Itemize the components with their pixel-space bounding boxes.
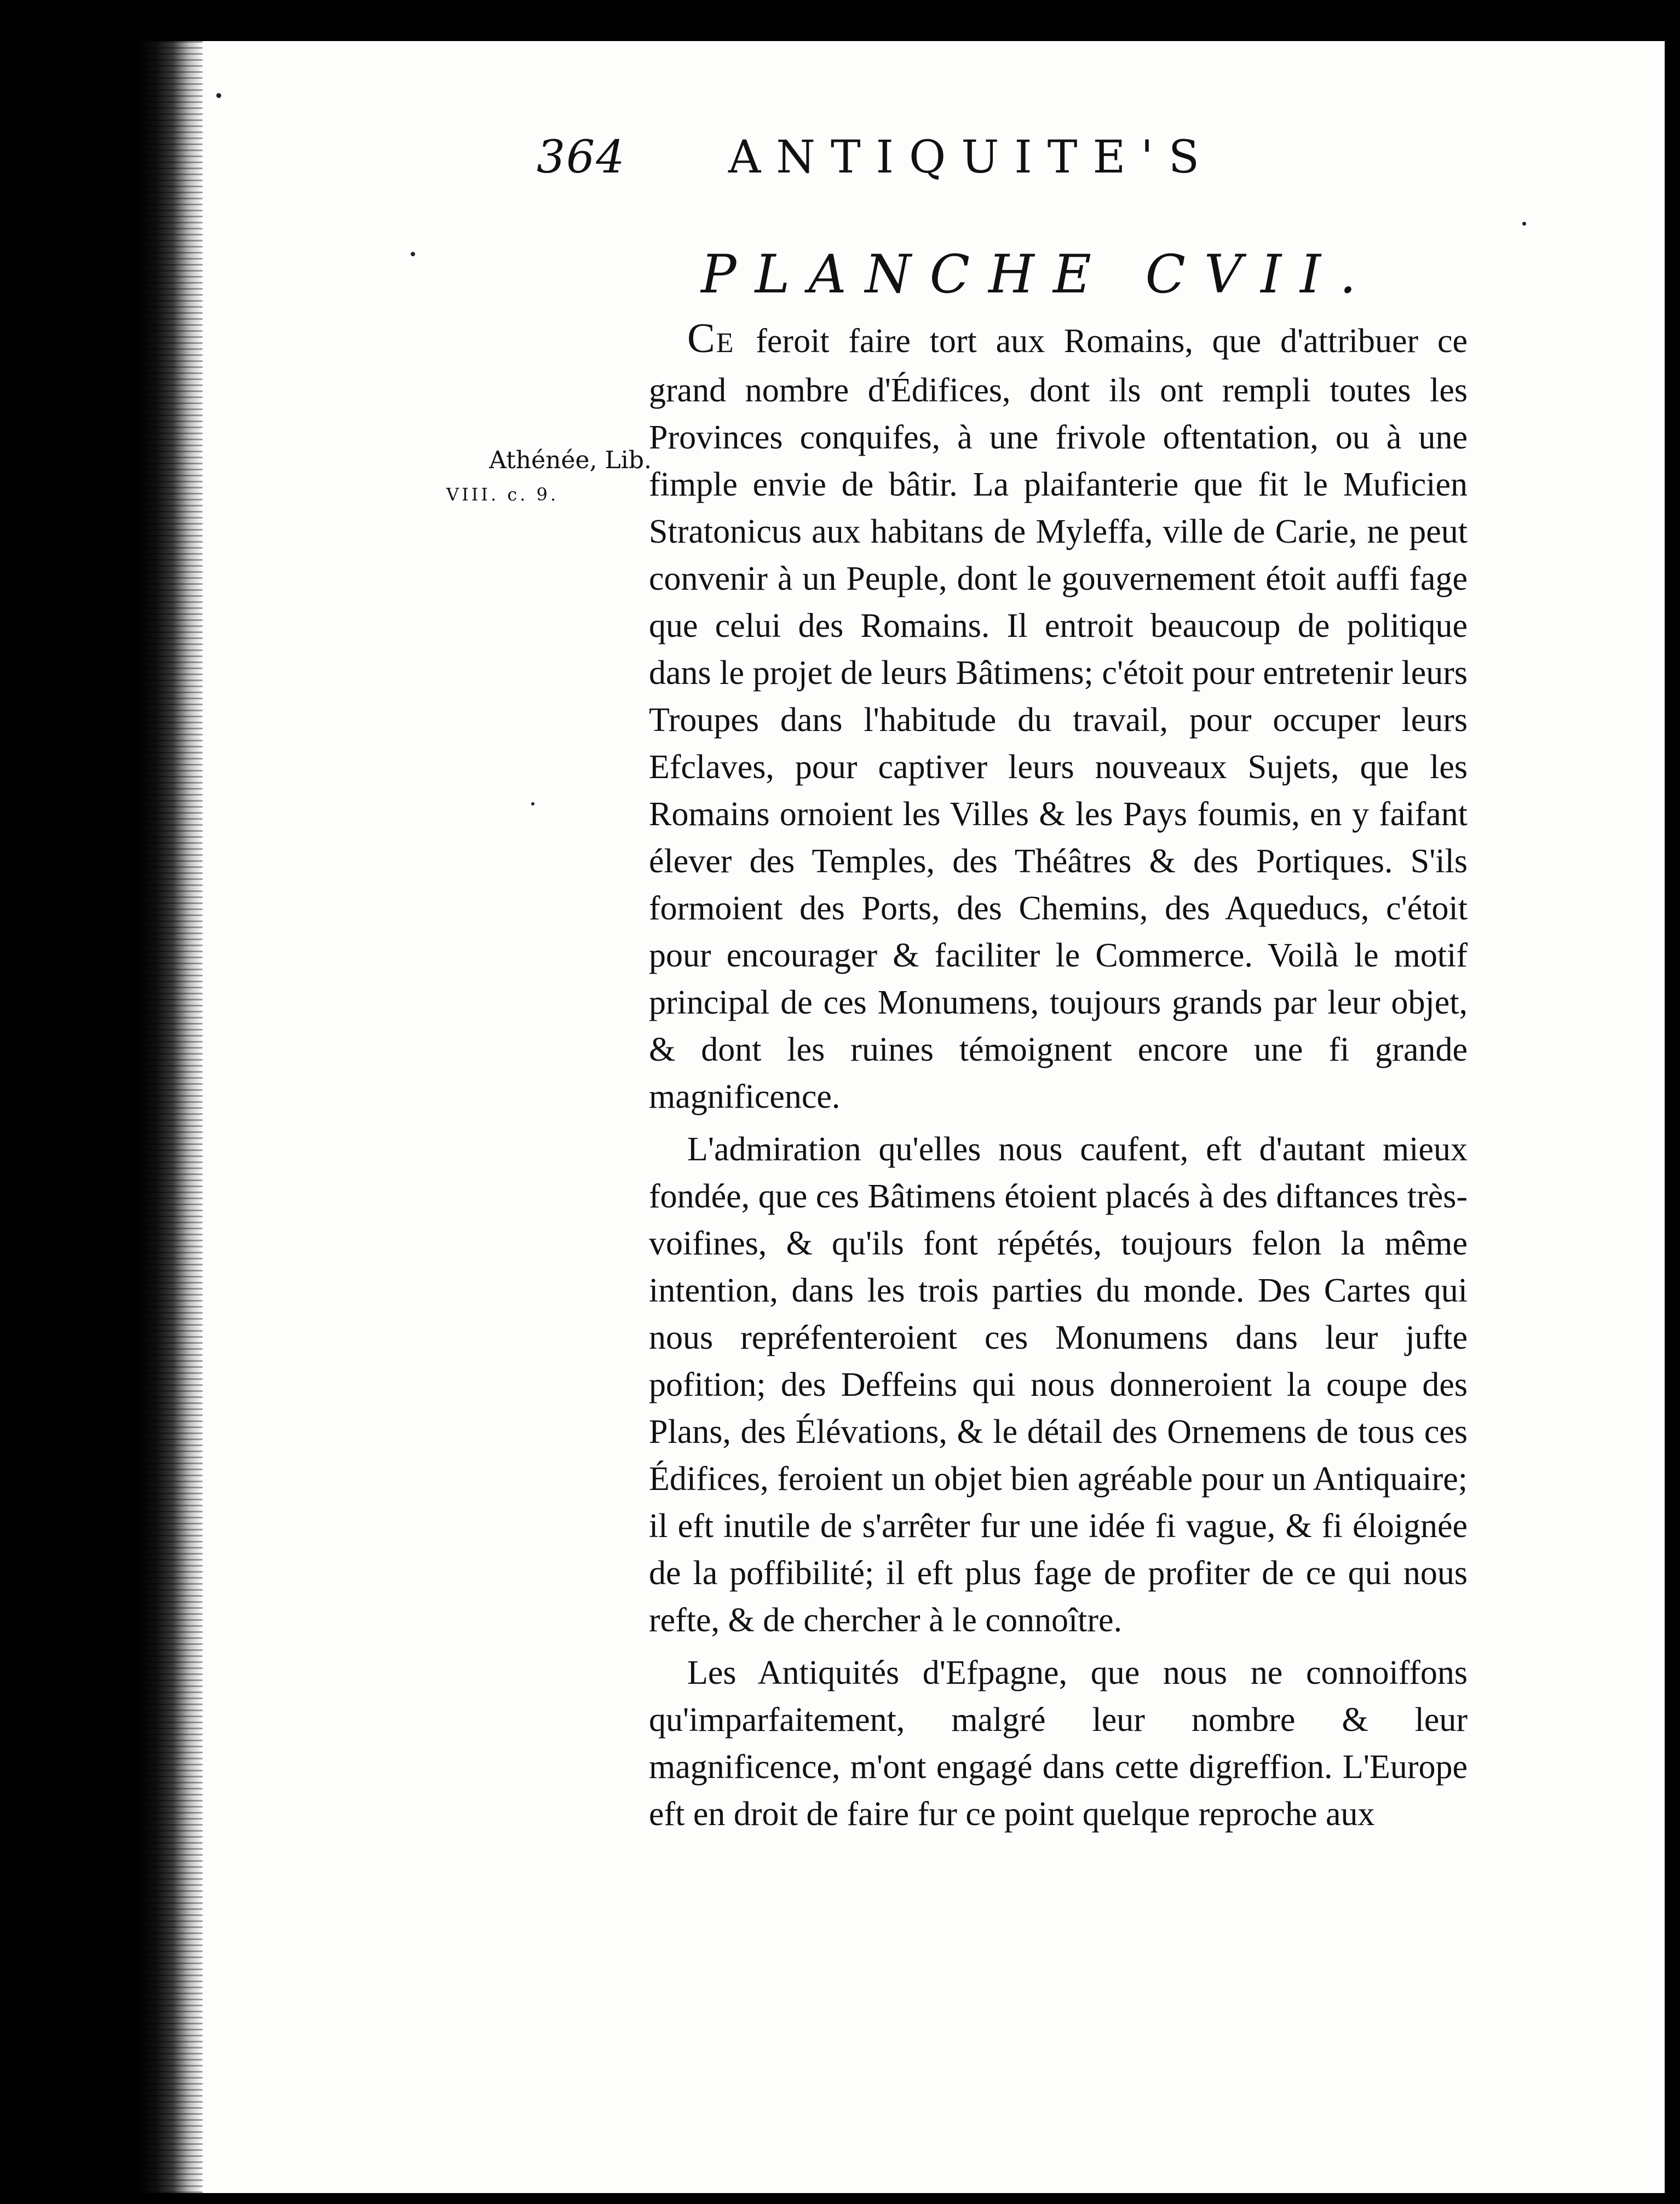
paragraph-1: [649, 315, 1468, 1120]
paragraph-3-text: Les Antiquités d'Efpagne, que nous ne connoiffons qu'imparfaitement, malgré leur nombre & leur magnificence, m'ont engagé dans cette digreffion. L'Europe eft en droit de faire fur ce point quelque reproche aux: [649, 1654, 1468, 1833]
margin-note: [438, 444, 652, 511]
page-number: 364: [537, 131, 626, 183]
small-capital: E: [716, 327, 737, 359]
ink-speck: [531, 802, 534, 805]
margin-note-source: Athénée, Lib.: [489, 446, 652, 474]
paragraph-1-text: feroit faire tort aux Romains, que d'attribuer ce grand nombre d'Édifices, dont ils ont rempli toutes les Provinces conquifes, à une frivole oftentation, ou à une fimple envie de bâtir. La plaifanterie que fit le Muficien Stratonicus aux habitans de Myleffa, ville de Carie, ne peut convenir à un Peuple, dont le gouvernement étoit auffi fage que celui des Romains. Il entroit beaucoup de politique dans le projet de leurs Bâtimens; c'étoit pour entretenir leurs Troupes dans l'habitude du travail, pour occuper leurs Efclaves, pour captiver leurs nouveaux Sujets, que les Romains ornoient les Villes & les Pays foumis, en y faifant élever des Temples, des Théâtres & des Portiques. S'ils formoient des Ports, des Chemins, des Aqueducs, c'étoit pour encourager & faciliter le Commerce. Voilà le motif principal de ces Monumens, toujours grands par leur objet, & dont les ruines témoignent encore une fi grande magnificence.: [649, 323, 1468, 1115]
ink-speck: [1522, 222, 1526, 226]
plate-title: PLANCHE CVII.: [701, 244, 1375, 305]
ink-speck: [411, 252, 415, 256]
paragraph-2-text: L'admiration qu'elles nous caufent, eft d'autant mieux fondée, que ces Bâtimens étoient placés à des diftances très-voifines, & qu'ils font répétés, toujours felon la même intention, dans les trois parties du monde. Des Cartes qui nous repréfenteroient ces Monumens dans leur jufte pofition; des Deffeins qui nous donneroient la coupe des Plans, des Élévations, & le détail des Ornemens de tous ces Édifices, feroient un objet bien agréable pour un Antiquaire; il eft inutile de s'arrêter fur une idée fi vague, & fi éloignée de la poffibilité; il eft plus fage de profiter de ce qui nous refte, & de chercher à le connoître.: [649, 1131, 1468, 1639]
paragraph-3: [649, 1649, 1468, 1838]
binding-shadow: [137, 41, 203, 2193]
paragraph-2: [649, 1126, 1468, 1644]
drop-capital: C: [687, 315, 716, 361]
margin-note-reference: VIII. c. 9.: [446, 484, 559, 505]
page-header: [537, 131, 1358, 214]
running-title: ANTIQUITE'S: [728, 131, 1215, 183]
body-text: [649, 315, 1468, 1843]
ink-speck: [216, 93, 221, 98]
